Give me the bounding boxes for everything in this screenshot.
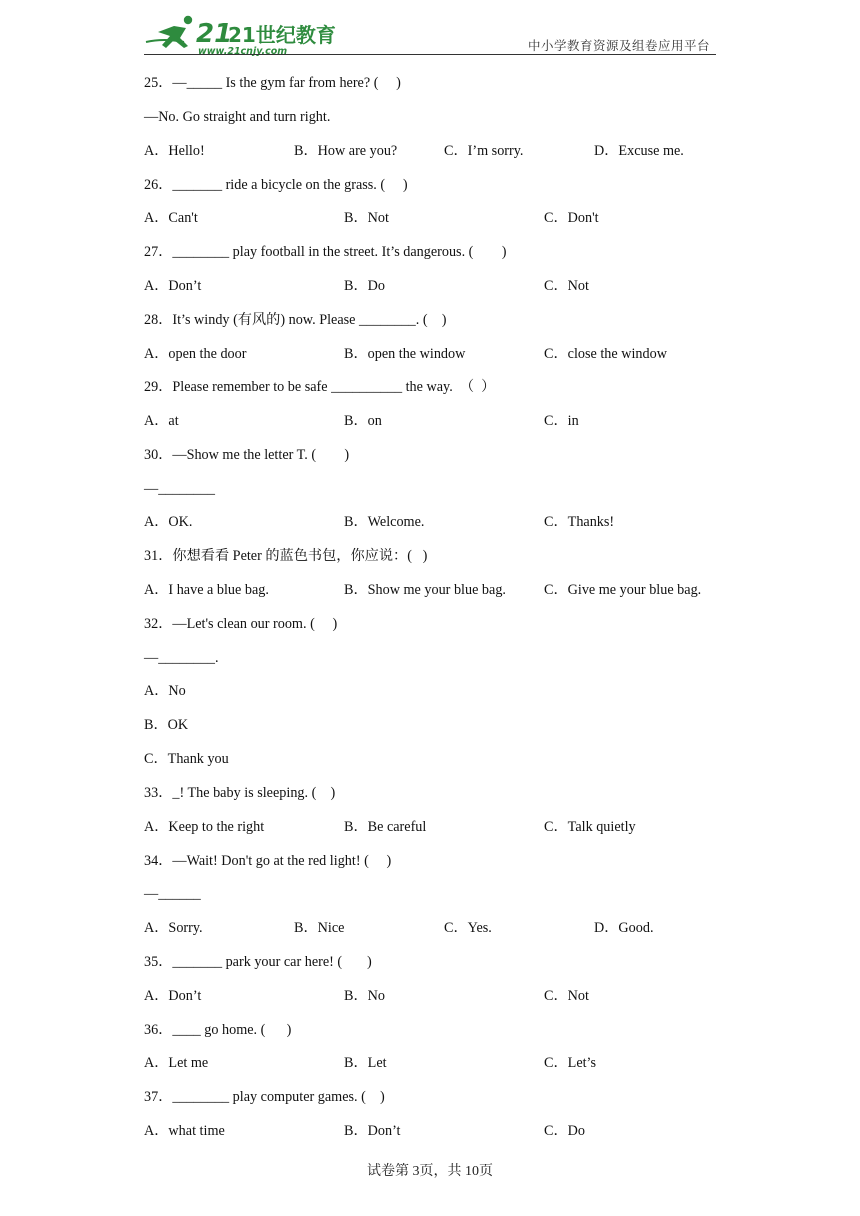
dialogue-line: —No. Go straight and turn right. (144, 109, 331, 125)
option-b[interactable]: B．on (344, 413, 382, 429)
question-stem: 34．—Wait! Don't go at the red light! ( ) (144, 853, 392, 869)
option-b[interactable]: B．Don’t (344, 1123, 401, 1139)
question-stem: 26．_______ ride a bicycle on the grass. ( ) (144, 177, 408, 193)
question-stem: 25．—_____ Is the gym far from here? ( ) (144, 75, 401, 91)
option-c[interactable]: C．Yes. (444, 920, 492, 936)
question-stem: 36．____ go home. ( ) (144, 1022, 292, 1038)
option-c[interactable]: C．Not (544, 278, 589, 294)
option-a[interactable]: A．No (144, 683, 186, 699)
platform-title: 中小学教育资源及组卷应用平台 (527, 38, 710, 53)
option-a[interactable]: A．Keep to the right (144, 819, 265, 835)
runner-logo-icon (144, 12, 336, 57)
page-header (144, 10, 716, 56)
option-a[interactable]: A．Hello! (144, 143, 205, 159)
option-c[interactable]: C．in (544, 413, 579, 429)
question-stem: 31．你想看看 Peter 的蓝色书包，你应说：( ) (144, 548, 428, 564)
option-b[interactable]: B．open the window (344, 346, 466, 362)
option-b[interactable]: B．Not (344, 210, 389, 226)
option-a[interactable]: A．at (144, 413, 179, 429)
option-b[interactable]: B．No (344, 988, 385, 1004)
option-a[interactable]: A．Can't (144, 210, 198, 226)
svg-text:21: 21 (196, 19, 233, 49)
option-c[interactable]: C．Not (544, 988, 589, 1004)
option-c[interactable]: C．Don't (544, 210, 599, 226)
question-stem: 35．_______ park your car here! ( ) (144, 954, 372, 970)
option-a[interactable]: A．Let me (144, 1055, 209, 1071)
option-b[interactable]: B．Be careful (344, 819, 427, 835)
option-c[interactable]: C．I’m sorry. (444, 143, 524, 159)
option-c[interactable]: C．Do (544, 1123, 585, 1139)
option-c[interactable]: C．Talk quietly (544, 819, 636, 835)
dialogue-line: —______ (144, 886, 201, 902)
option-a[interactable]: A．I have a blue bag. (144, 582, 269, 598)
option-c[interactable]: C．close the window (544, 346, 667, 362)
option-c[interactable]: C．Thanks! (544, 514, 615, 530)
option-b[interactable]: B．Let (344, 1055, 387, 1071)
option-c[interactable]: C．Let’s (544, 1055, 597, 1071)
option-b[interactable]: B．Do (344, 278, 385, 294)
option-b[interactable]: B．Nice (294, 920, 345, 936)
dialogue-line: —________ (144, 481, 215, 497)
question-stem: 37．________ play computer games. ( ) (144, 1089, 385, 1105)
option-a[interactable]: A．OK. (144, 514, 193, 530)
option-c[interactable]: C．Give me your blue bag. (544, 582, 702, 598)
question-stem: 33．_! The baby is sleeping. ( ) (144, 785, 336, 801)
option-d[interactable]: D．Good. (594, 920, 654, 936)
logo (144, 12, 336, 57)
option-b[interactable]: B．How are you? (294, 143, 398, 159)
question-stem: 30．—Show me the letter T. ( ) (144, 447, 350, 463)
option-a[interactable]: A．Sorry. (144, 920, 203, 936)
option-b[interactable]: B．Welcome. (344, 514, 425, 530)
option-c[interactable]: C．Thank you (144, 751, 229, 767)
question-stem: 28．It’s windy (有风的) now. Please ________. ( ) (144, 312, 447, 328)
option-a[interactable]: A．open the door (144, 346, 247, 362)
question-stem: 32．—Let's clean our room. ( ) (144, 616, 338, 632)
page-footer: 试卷第 3页，共 10页 (367, 1164, 493, 1179)
option-b[interactable]: B．OK (144, 717, 189, 733)
question-stem: 29．Please remember to be safe __________ the way. （ ） (144, 379, 496, 395)
logo-url-text: www.21cnjy.com (198, 46, 288, 57)
dialogue-line: —________. (144, 650, 219, 666)
header-divider (144, 54, 716, 55)
option-d[interactable]: D．Excuse me. (594, 143, 684, 159)
option-b[interactable]: B．Show me your blue bag. (344, 582, 506, 598)
logo-brand-text: 21世纪教育 (228, 23, 336, 47)
question-stem: 27．________ play football in the street. It’s dangerous. ( ) (144, 244, 507, 260)
option-a[interactable]: A．what time (144, 1123, 225, 1139)
option-a[interactable]: A．Don’t (144, 988, 202, 1004)
option-a[interactable]: A．Don’t (144, 278, 202, 294)
